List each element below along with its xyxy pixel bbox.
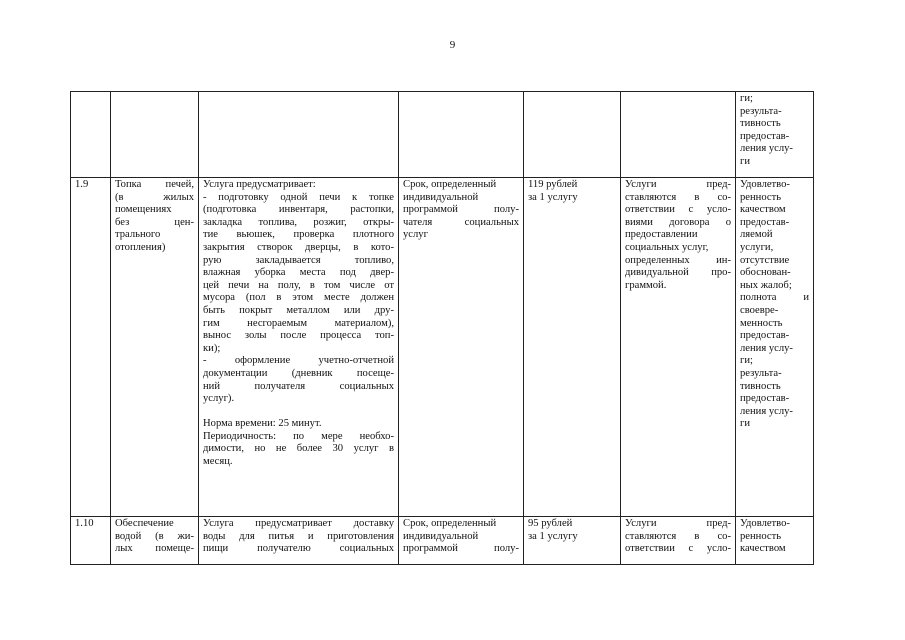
text-line: Услуги пред- (625, 518, 731, 529)
text-line: своевре- (740, 304, 779, 316)
text-line: отопления) (115, 241, 166, 253)
text-line: помещениях (115, 204, 172, 216)
text-line: предостав- (740, 130, 790, 142)
text-line: ставляются в со- (625, 191, 731, 203)
text-line: лых помеще- (115, 543, 194, 555)
cell-service-term (399, 92, 524, 178)
text-line: мусора (пол в этом месте должен (203, 292, 394, 304)
text-line: (в жилых (115, 191, 194, 203)
cell-quality-criteria (736, 92, 814, 178)
text-line: воды для питья и приготовления (203, 530, 394, 542)
cell-service-description (199, 517, 399, 565)
row-number: 1.9 (75, 179, 89, 190)
text-line: услуг). (203, 393, 235, 405)
text-line: ответствии с усло- (625, 204, 731, 216)
text-line: индивидуальной (403, 530, 479, 542)
text-line: ных жалоб; (740, 279, 792, 291)
text-line: рую закладывается топливо, (203, 254, 394, 266)
text-line: за 1 услугу (528, 191, 578, 203)
text-line: дивидуальной про- (625, 267, 731, 279)
text-line: ренность (740, 191, 782, 203)
text-line: ний получателя социальных (203, 380, 394, 392)
text-line: Удовлетво- (740, 518, 790, 529)
cell-number (71, 517, 111, 565)
text-line: ставляются в со- (625, 530, 731, 542)
text-line: ляемой (740, 229, 773, 241)
cell-service-name (111, 178, 199, 517)
page-number: 9 (449, 39, 456, 51)
table-row (71, 92, 814, 178)
text-line: виями договора о (625, 216, 731, 228)
text-line: Периодичность: по мере необхо- (203, 430, 394, 442)
cell-number (71, 178, 111, 517)
text-line: чателя социальных (403, 216, 519, 228)
cell-service-term (399, 517, 524, 565)
text-line: услуги, (740, 241, 774, 253)
text-line: ления услу- (740, 342, 793, 354)
text-line: ги; (740, 93, 753, 104)
text-line: тивность (740, 118, 781, 130)
text-line: Услуга предусматривает: (203, 179, 316, 190)
text-line: качеством (740, 204, 786, 216)
text-line: программой полу- (403, 204, 519, 216)
text-line: предостав- (740, 330, 790, 342)
text-line: программой полу- (403, 543, 519, 555)
text-line: услуг (403, 229, 428, 241)
cell-service-term (399, 178, 524, 517)
text-line: Обеспечение (115, 518, 174, 529)
text-line: определенных ин- (625, 254, 731, 266)
text-line: Удовлетво- (740, 179, 790, 190)
text-line: димости, но не более 30 услуг в (203, 443, 394, 455)
text-line: - подготовку одной печи к топке (203, 191, 394, 203)
text-line: ления услу- (740, 143, 793, 155)
text-line: водой (в жи- (115, 530, 194, 542)
text-line: Услуга предусматривает доставку (203, 518, 394, 529)
text-line: предоставлении (625, 229, 698, 241)
text-line: тие вьюшек, проверка плотного (203, 229, 394, 241)
text-line: 95 рублей (528, 518, 573, 529)
text-line: - оформление учетно-отчетной (203, 355, 394, 367)
cell-quality-criteria (736, 517, 814, 565)
text-line: без цен- (115, 216, 194, 228)
cell-service-description (199, 178, 399, 517)
text-line: быть покрыт металлом или дру- (203, 304, 394, 316)
text-line: ги (740, 155, 751, 167)
table-row (71, 517, 814, 565)
text-line: ги (740, 418, 751, 430)
text-line: за 1 услугу (528, 530, 578, 542)
cell-service-name (111, 92, 199, 178)
text-line: тивность (740, 380, 781, 392)
text-line: индивидуальной (403, 191, 479, 203)
text-line: ренность (740, 530, 782, 542)
text-line: граммой. (625, 279, 667, 291)
cell-number (71, 92, 111, 178)
cell-service-price (524, 92, 621, 178)
text-line: Топка печей, (115, 179, 194, 190)
text-line: закладка топлива, розжиг, откры- (203, 216, 394, 228)
text-line: результа- (740, 105, 782, 117)
text-line: Услуги пред- (625, 179, 731, 190)
text-line: обоснован- (740, 267, 791, 279)
text-line: предостав- (740, 216, 790, 228)
text-line: социальных услуг, (625, 241, 709, 253)
text-line: (подготовка инвентаря, растопки, (203, 204, 394, 216)
cell-service-conditions (621, 517, 736, 565)
text-line: качеством (740, 543, 786, 555)
cell-service-description (199, 92, 399, 178)
text-line: отсутствие (740, 254, 790, 266)
text-line: ответствии с усло- (625, 543, 731, 555)
text-line: цей печи на полу, в том числе от (203, 279, 394, 291)
text-line: гим несгораемым материалом), (203, 317, 394, 329)
cell-service-conditions (621, 178, 736, 517)
text-line: результа- (740, 367, 782, 379)
row-number: 1.10 (75, 518, 94, 529)
cell-service-price (524, 178, 621, 517)
text-line: вынос золы после процесса топ- (203, 330, 394, 342)
text-line: предостав- (740, 393, 790, 405)
cell-service-conditions (621, 92, 736, 178)
text-line: месяц. (203, 456, 233, 468)
text-line: ги; (740, 355, 753, 367)
cell-quality-criteria (736, 178, 814, 517)
cell-service-price (524, 517, 621, 565)
text-line: закрытия створок дверцы, в кото- (203, 241, 394, 253)
text-line: Норма времени: 25 минут. (203, 418, 322, 430)
services-table (70, 91, 814, 565)
text-line: влажная уборка места под двер- (203, 267, 394, 279)
blank-line (203, 406, 394, 419)
text-line: документации (дневник посеще- (203, 367, 394, 379)
text-line: ления услу- (740, 405, 793, 417)
text-line: ки); (203, 342, 221, 354)
text-line: менность (740, 317, 783, 329)
text-line: 119 рублей (528, 179, 578, 190)
text-line: полнота и (740, 292, 809, 304)
cell-service-name (111, 517, 199, 565)
text-line: пищи получателю социальных (203, 543, 394, 555)
text-line: Срок, определенный (403, 179, 497, 190)
table-row (71, 178, 814, 517)
text-line: трального (115, 229, 161, 241)
text-line: Срок, определенный (403, 518, 497, 529)
